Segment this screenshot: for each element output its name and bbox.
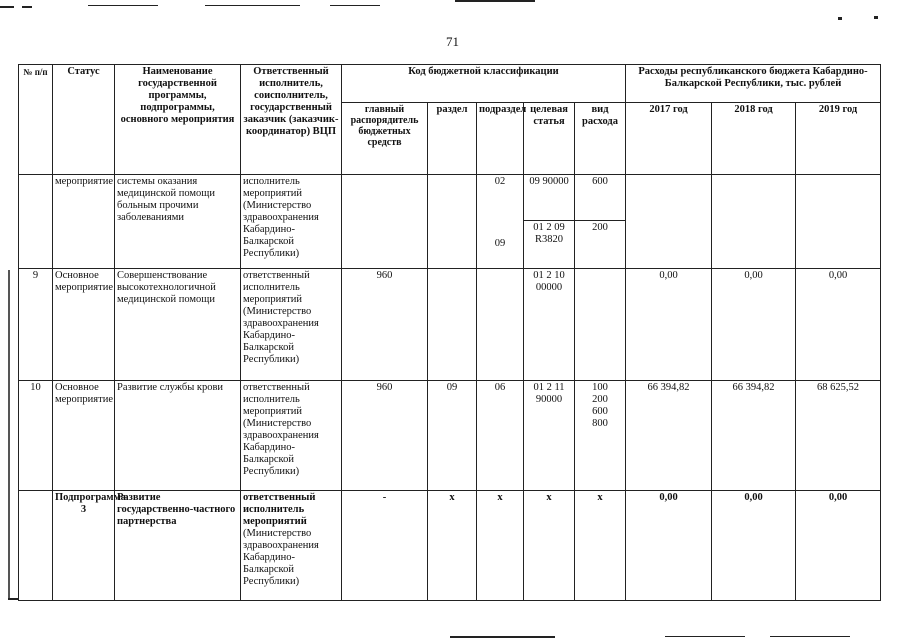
scan-artifact [22, 6, 32, 8]
header-kbk-main: главный распорядитель бюджетных средств [342, 103, 428, 175]
table-row [19, 381, 881, 491]
cell-2019: 0,00 [796, 491, 881, 601]
cell-kbk-type: 600 [575, 175, 626, 221]
cell-kbk-section: 09 [428, 381, 477, 491]
cell-status: Основное мероприятие [53, 269, 115, 381]
header-kbk-section: раздел [428, 103, 477, 175]
cell-kbk-main [342, 175, 428, 269]
executor-bold-text: ответственный исполнитель мероприятий [243, 492, 316, 527]
cell-2017: 66 394,82 [626, 381, 712, 491]
scan-artifact [330, 5, 380, 6]
budget-table [18, 64, 881, 601]
scan-artifact [455, 0, 535, 2]
cell-name: Развитие государственно-частного партнерства [115, 491, 241, 601]
cell-name: Развитие службы крови [115, 381, 241, 491]
table-row [19, 269, 881, 381]
cell-status: мероприятие [53, 175, 115, 269]
cell-executor: ответственный исполнитель мероприятий (Министерство здравоохранения Кабардино-Балкарской Республики) [241, 381, 342, 491]
header-kbk-target: целевая статья [524, 103, 575, 175]
cell-kbk-subsection: 02 [477, 175, 524, 221]
cell-2018: 66 394,82 [712, 381, 796, 491]
header-executor: Ответственный исполнитель, соисполнитель, государственный заказчик (заказчик-координатор) ВЦП [241, 65, 342, 175]
scan-artifact [8, 598, 18, 600]
header-kbk-group: Код бюджетной классификации [342, 65, 626, 103]
cell-2017: 0,00 [626, 269, 712, 381]
header-2019: 2019 год [796, 103, 881, 175]
cell-kbk-section [428, 175, 477, 269]
cell-2017 [626, 175, 712, 269]
kbk-type-value: 800 [592, 418, 608, 429]
cell-status: Основное мероприятие [53, 381, 115, 491]
cell-kbk-target: 09 90000 [524, 175, 575, 221]
scan-artifact [838, 17, 842, 20]
header-num: № п/п [19, 65, 53, 175]
cell-status: Подпрограмма 3 [53, 491, 115, 601]
cell-kbk-section [428, 269, 477, 381]
table-row [19, 175, 881, 221]
cell-2018: 0,00 [712, 491, 796, 601]
cell-kbk-subsection [477, 269, 524, 381]
cell-num [19, 491, 53, 601]
cell-kbk-target: 01 2 09 R3820 [524, 221, 575, 269]
cell-kbk-section: x [428, 491, 477, 601]
cell-num: 10 [19, 381, 53, 491]
cell-2018 [712, 175, 796, 269]
cell-2018: 0,00 [712, 269, 796, 381]
cell-kbk-target: 01 2 11 90000 [524, 381, 575, 491]
cell-kbk-type [575, 381, 626, 491]
cell-num: 9 [19, 269, 53, 381]
cell-2017: 0,00 [626, 491, 712, 601]
scan-artifact [205, 5, 300, 6]
cell-kbk-main: - [342, 491, 428, 601]
cell-name: системы оказания медицинской помощи больным прочими заболеваниями [115, 175, 241, 269]
header-2017: 2017 год [626, 103, 712, 175]
cell-2019: 68 625,52 [796, 381, 881, 491]
scan-artifact [88, 5, 158, 6]
cell-2019 [796, 175, 881, 269]
kbk-type-value: 100 [592, 382, 608, 393]
header-kbk-type: вид расхода [575, 103, 626, 175]
header-2018: 2018 год [712, 103, 796, 175]
scan-artifact [8, 270, 10, 600]
cell-kbk-type: 200 [575, 221, 626, 269]
cell-executor [241, 491, 342, 601]
cell-kbk-type [575, 269, 626, 381]
cell-kbk-main: 960 [342, 269, 428, 381]
scan-artifact [450, 636, 555, 638]
cell-num [19, 175, 53, 269]
header-status: Статус [53, 65, 115, 175]
cell-executor: исполнитель мероприятий (Министерство здравоохранения Кабардино-Балкарской Республики) [241, 175, 342, 269]
executor-rest-text: (Министерство здравоохранения Кабардино-Балкарской Республики) [243, 528, 319, 587]
cell-kbk-subsection: 09 [477, 221, 524, 269]
cell-kbk-main: 960 [342, 381, 428, 491]
scan-artifact [874, 16, 878, 19]
cell-kbk-subsection: 06 [477, 381, 524, 491]
cell-kbk-target: x [524, 491, 575, 601]
cell-kbk-target: 01 2 10 00000 [524, 269, 575, 381]
scan-artifact [770, 636, 850, 637]
page-number: 71 [446, 34, 459, 49]
cell-name: Совершенствование высокотехнологичной медицинской помощи [115, 269, 241, 381]
scan-artifact [0, 6, 14, 8]
header-expenses-group: Расходы республиканского бюджета Кабардино-Балкарской Республики, тыс. рублей [626, 65, 881, 103]
kbk-type-value: 600 [592, 406, 608, 417]
kbk-type-value: 200 [592, 394, 608, 405]
scan-artifact [665, 636, 745, 637]
header-kbk-subsection: подраздел [477, 103, 524, 175]
cell-kbk-subsection: x [477, 491, 524, 601]
cell-kbk-type: x [575, 491, 626, 601]
cell-2019: 0,00 [796, 269, 881, 381]
cell-executor: ответственный исполнитель мероприятий (Министерство здравоохранения Кабардино-Балкарской Республики) [241, 269, 342, 381]
table-row [19, 491, 881, 601]
header-name: Наименование государственной программы, подпрограммы, основного мероприятия [115, 65, 241, 175]
